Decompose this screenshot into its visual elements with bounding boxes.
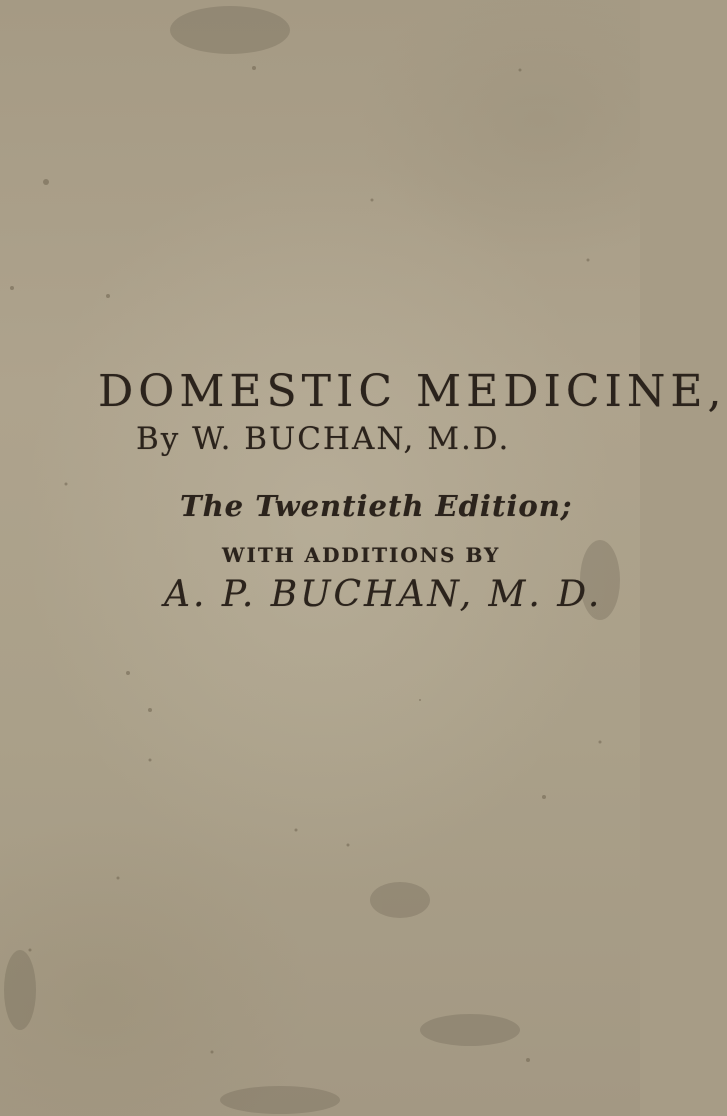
additions-line: WITH ADDITIONS BY: [222, 543, 501, 567]
book-title: DOMESTIC MEDICINE,: [98, 366, 727, 417]
edition-line: The Twentieth Edition;: [180, 489, 573, 523]
author-line: By W. BUCHAN, M.D.: [136, 421, 511, 457]
reviser-line: A. P. BUCHAN, M. D.: [164, 574, 603, 615]
